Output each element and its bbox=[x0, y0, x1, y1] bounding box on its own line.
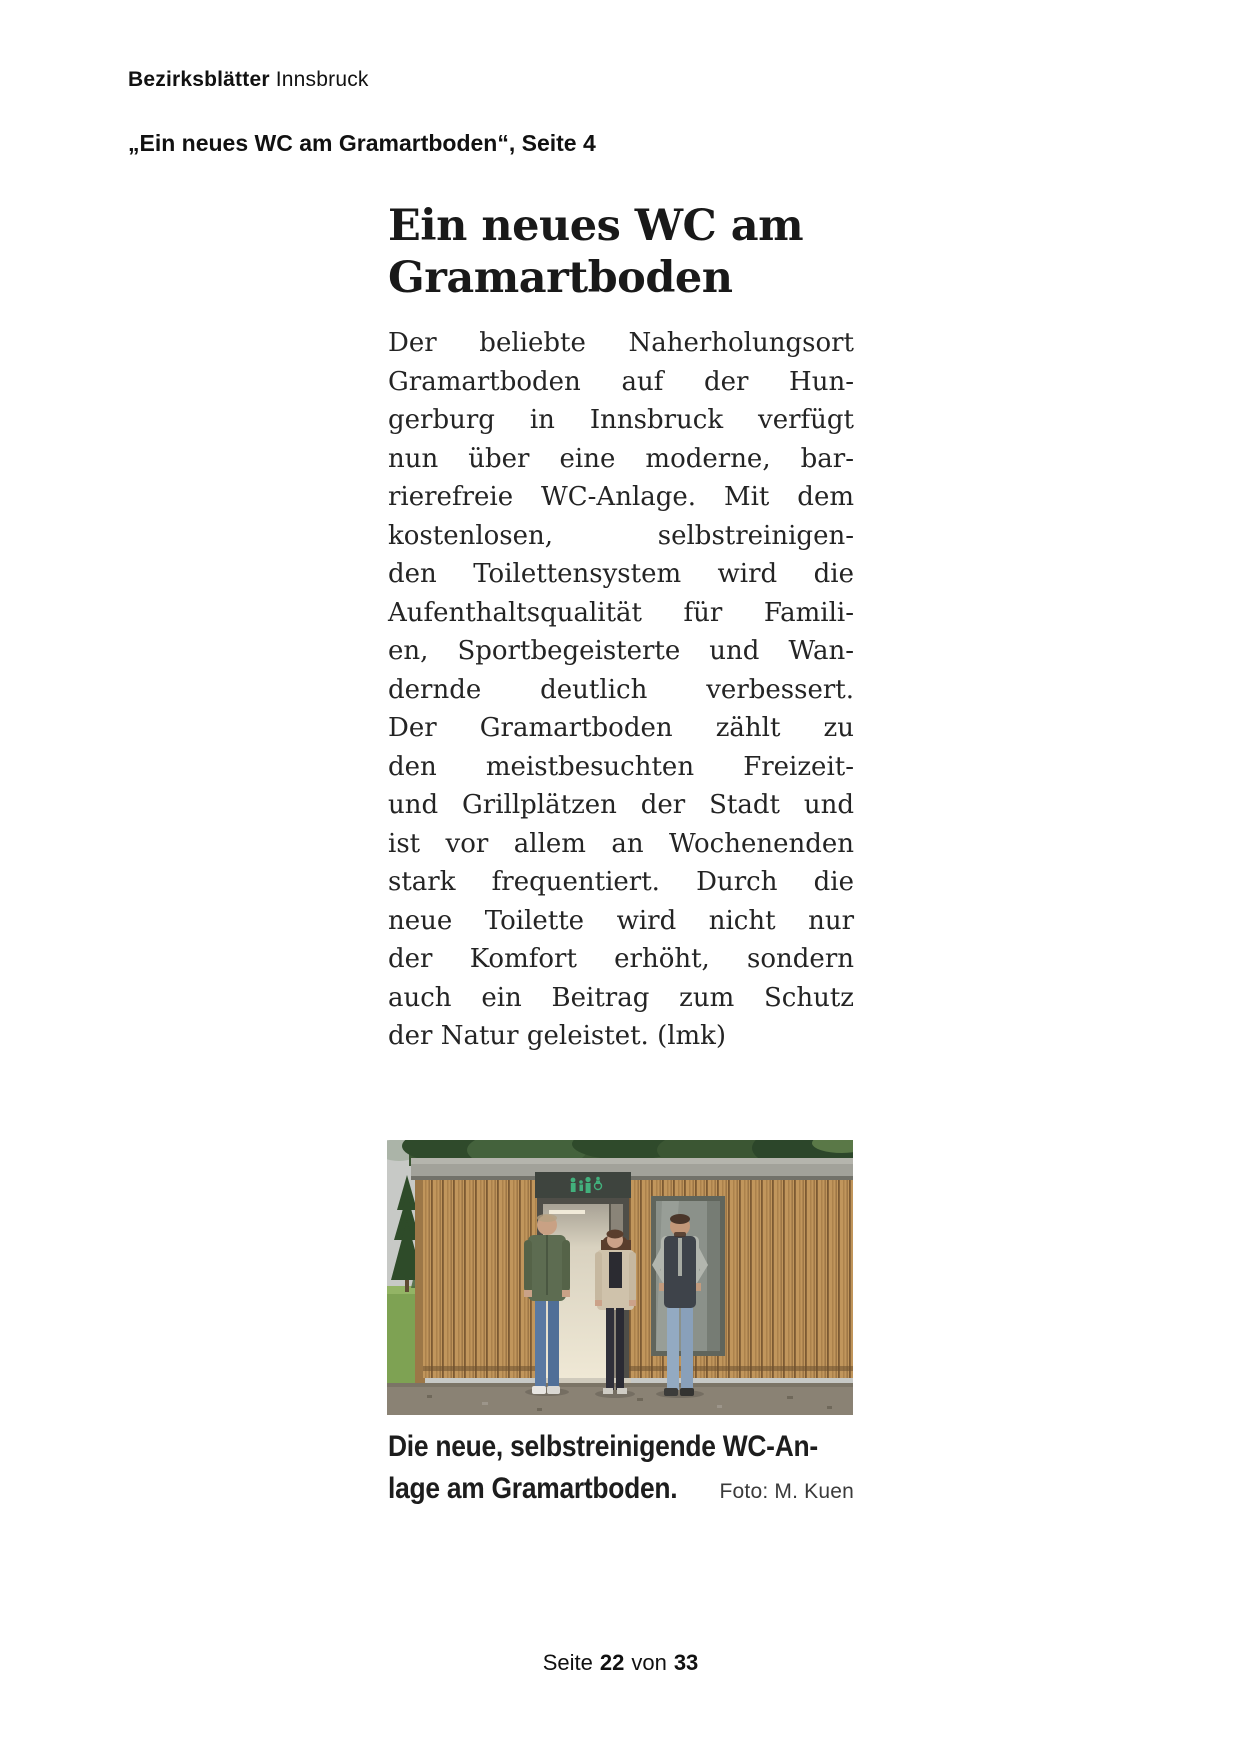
article-headline bbox=[388, 200, 868, 304]
article-body-line: dernde deutlich verbessert. bbox=[388, 674, 854, 705]
article-body-line: kostenlosen, selbstreinigen- bbox=[388, 520, 854, 551]
photo-credit: Foto: M. Kuen bbox=[719, 1480, 854, 1503]
article-body-line: nun über eine moderne, bar- bbox=[388, 443, 854, 474]
article-body-line: der Komfort erhöht, sondern bbox=[388, 944, 854, 974]
article-body-line: neue Toilette wird nicht nur bbox=[388, 905, 854, 936]
photo-caption bbox=[388, 1426, 854, 1510]
footer-total-pages: 33 bbox=[673, 1650, 699, 1675]
article-body-line: ist vor allem an Wochenenden bbox=[388, 828, 854, 859]
article-body-line: Gramartboden auf der Hun- bbox=[388, 366, 854, 397]
footer-label-page: Seite bbox=[542, 1650, 593, 1675]
article-body-line: Der beliebte Naherholungsort bbox=[388, 328, 854, 358]
article-body-line: rierefreie WC-Anlage. Mit dem bbox=[388, 482, 854, 512]
footer-current-page: 22 bbox=[599, 1650, 625, 1675]
page-footer bbox=[0, 1650, 1241, 1676]
wc-sign bbox=[535, 1172, 631, 1198]
photo-caption-line2: lage am Gramartboden. bbox=[388, 1472, 678, 1505]
article-body-line: stark frequentiert. Durch die bbox=[388, 867, 854, 897]
article-body-line: und Grillplätzen der Stadt und bbox=[388, 790, 854, 820]
article-body-line: en, Sportbegeisterte und Wan- bbox=[388, 636, 854, 666]
article-headline-line2: Gramartboden bbox=[388, 253, 733, 303]
article-body-line: den meistbesuchten Freizeit- bbox=[388, 751, 854, 782]
publication-edition: Innsbruck bbox=[275, 68, 369, 91]
publication-masthead bbox=[128, 68, 369, 92]
article-body-line: Der Gramartboden zählt zu bbox=[388, 713, 854, 743]
article-body-line: auch ein Beitrag zum Schutz bbox=[388, 982, 854, 1013]
article-body-line: Aufenthaltsqualität für Famili- bbox=[388, 597, 854, 628]
clipping-reference: „Ein neues WC am Gramartboden“, Seite 4 bbox=[128, 130, 596, 156]
wc-facility-photo bbox=[387, 1140, 853, 1415]
article-body bbox=[388, 324, 854, 1056]
article-body-line: gerburg in Innsbruck verfügt bbox=[388, 405, 854, 435]
footer-label-of: von bbox=[631, 1650, 667, 1675]
article-headline-line1: Ein neues WC am bbox=[388, 201, 804, 251]
photo-grass bbox=[387, 1286, 417, 1386]
article-body-line: der Natur geleistet. (lmk) bbox=[388, 1021, 727, 1051]
article-photo bbox=[387, 1140, 853, 1415]
publication-brand: Bezirksblätter bbox=[128, 68, 270, 91]
photo-caption-line1: Die neue, selbstreinigende WC-An- bbox=[388, 1430, 818, 1463]
article-body-line: den Toilettensystem wird die bbox=[388, 559, 854, 589]
